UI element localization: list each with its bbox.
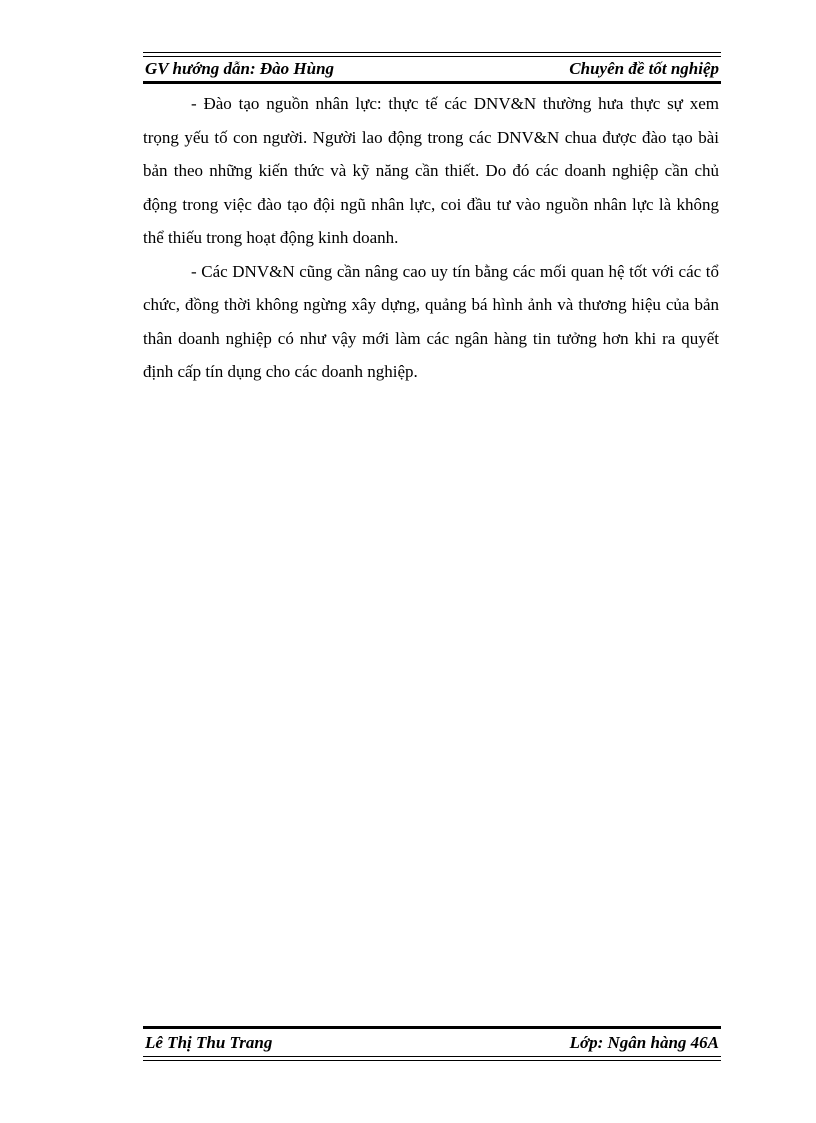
footer-rule-bottom	[143, 1056, 721, 1057]
footer-rule-bottom-second	[143, 1060, 721, 1061]
footer-class: Lớp: Ngân hàng 46A	[569, 1033, 719, 1052]
footer-author: Lê Thị Thu Trang	[145, 1033, 273, 1052]
page-body	[143, 87, 719, 389]
header-rule-top	[143, 52, 721, 53]
header-rule-bottom	[143, 81, 721, 84]
page-footer	[143, 1026, 721, 1066]
header-document-type: Chuyên đề tốt nghiệp	[569, 59, 719, 78]
paragraph-reputation: - Các DNV&N cũng cần nâng cao uy tín bằng các mối quan hệ tốt với các tổ chức, đồng thời không ngừng xây dựng, quảng bá hình ảnh và thương hiệu của bản thân doanh nghiệp có như vậy mới làm các ngân hàng tin tưởng hơn khi ra quyết định cấp tín dụng cho các doanh nghiệp.	[143, 261, 719, 381]
header-rule-top-second	[143, 56, 721, 57]
page-header	[143, 52, 721, 84]
paragraph-training: - Đào tạo nguồn nhân lực: thực tế các DNV&N thường hưa thực sự xem trọng yếu tố con người. Người lao động trong các DNV&N chua được đào tạo bài bản theo những kiến thức và kỹ năng cần thiết. Do đó các doanh nghiệp cần chủ động trong việc đào tạo đội ngũ nhân lực, coi đầu tư vào nguồn nhân lực là không thể thiếu trong hoạt động kinh doanh.	[143, 94, 719, 247]
footer-rule-top	[143, 1026, 721, 1029]
header-advisor: GV hướng dẫn: Đào Hùng	[145, 59, 335, 78]
